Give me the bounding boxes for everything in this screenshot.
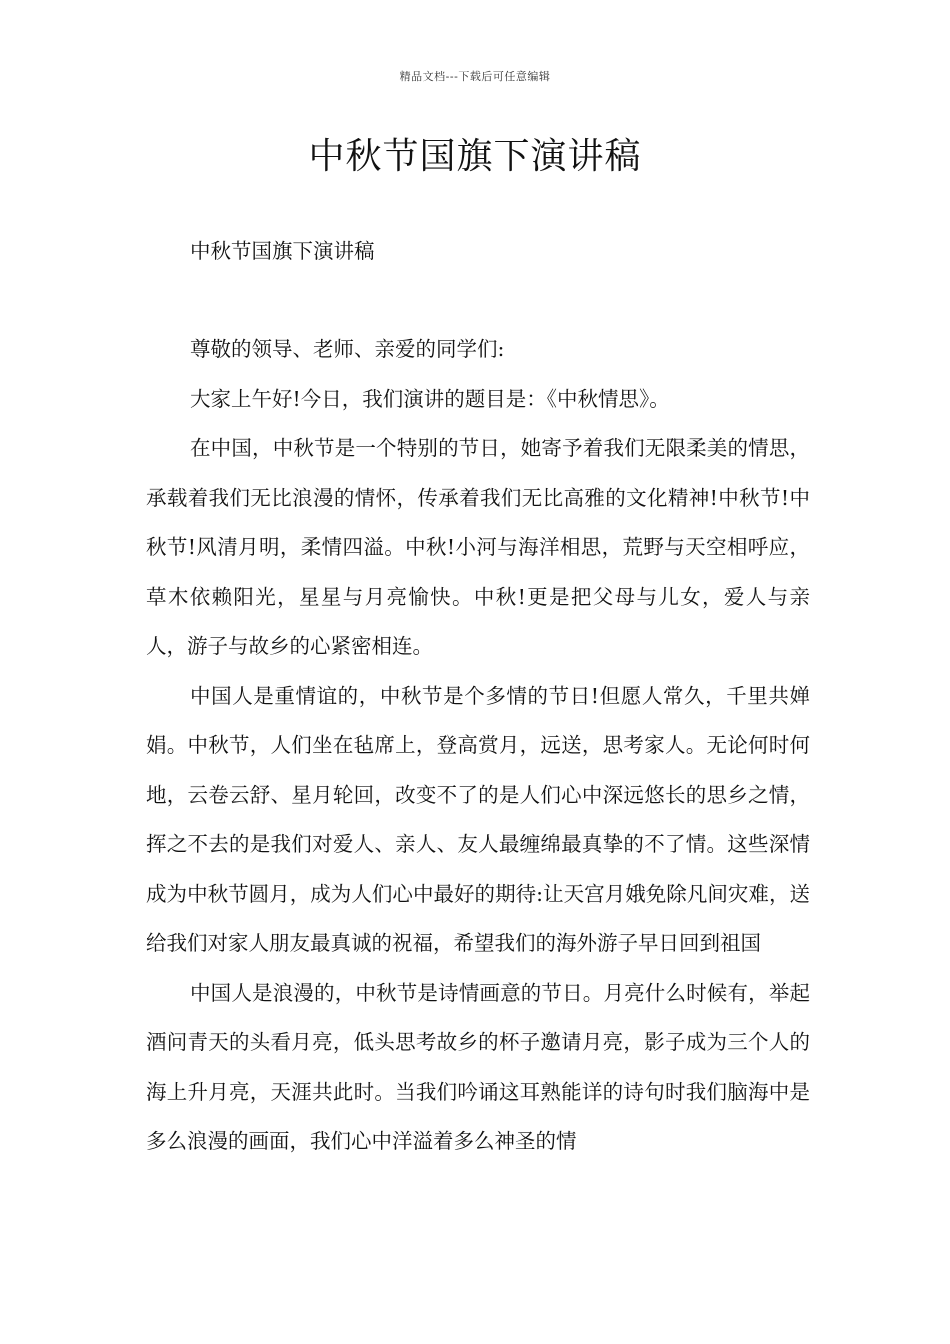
header-note: 精品文档---下载后可任意编辑 bbox=[399, 70, 551, 83]
document-title: 中秋节国旗下演讲稿 bbox=[308, 136, 642, 177]
paragraph-body-3: 中国人是浪漫的，中秋节是诗情画意的节日。月亮什么时候有，举起酒问青天的头看月亮，低头思考故乡的杯子邀请月亮，影子成为三个人的海上升月亮，天涯共此时。当我们吟诵这耳熟能详的诗句时我们脑海中是多么浪漫的画面，我们心中洋溢着多么神圣的情 bbox=[146, 980, 810, 1153]
document-subtitle: 中秋节国旗下演讲稿 bbox=[190, 239, 375, 263]
paragraph-intro: 大家上午好!今日，我们演讲的题目是：《中秋情思》。 bbox=[190, 386, 670, 411]
paragraph-greeting: 尊敬的领导、老师、亲爱的同学们: bbox=[190, 337, 505, 361]
paragraph-body-1: 在中国，中秋节是一个特别的节日，她寄予着我们无限柔美的情思，承载着我们无比浪漫的情怀，传承着我们无比高雅的文化精神!中秋节!中秋节!风清月明，柔情四溢。中秋!小河与海洋相思，荒野与天空相呼应，草木依赖阳光，星星与月亮愉快。中秋!更是把父母与儿女，爱人与亲人，游子与故乡的心紧密相连。 bbox=[146, 436, 810, 658]
paragraph-body-2: 中国人是重情谊的，中秋节是个多情的节日!但愿人常久，千里共婵娟。中秋节，人们坐在毡席上，登高赏月，远送，思考家人。无论何时何地，云卷云舒、星月轮回，改变不了的是人们心中深远悠长的思乡之情，挥之不去的是我们对爱人、亲人、友人最缠绵最真挚的不了情。这些深情成为中秋节圆月，成为人们心中最好的期待:让天宫月娥免除凡间灾难，送给我们对家人朋友最真诚的祝福，希望我们的海外游子早日回到祖国 bbox=[146, 683, 810, 955]
document-body bbox=[146, 325, 810, 1167]
